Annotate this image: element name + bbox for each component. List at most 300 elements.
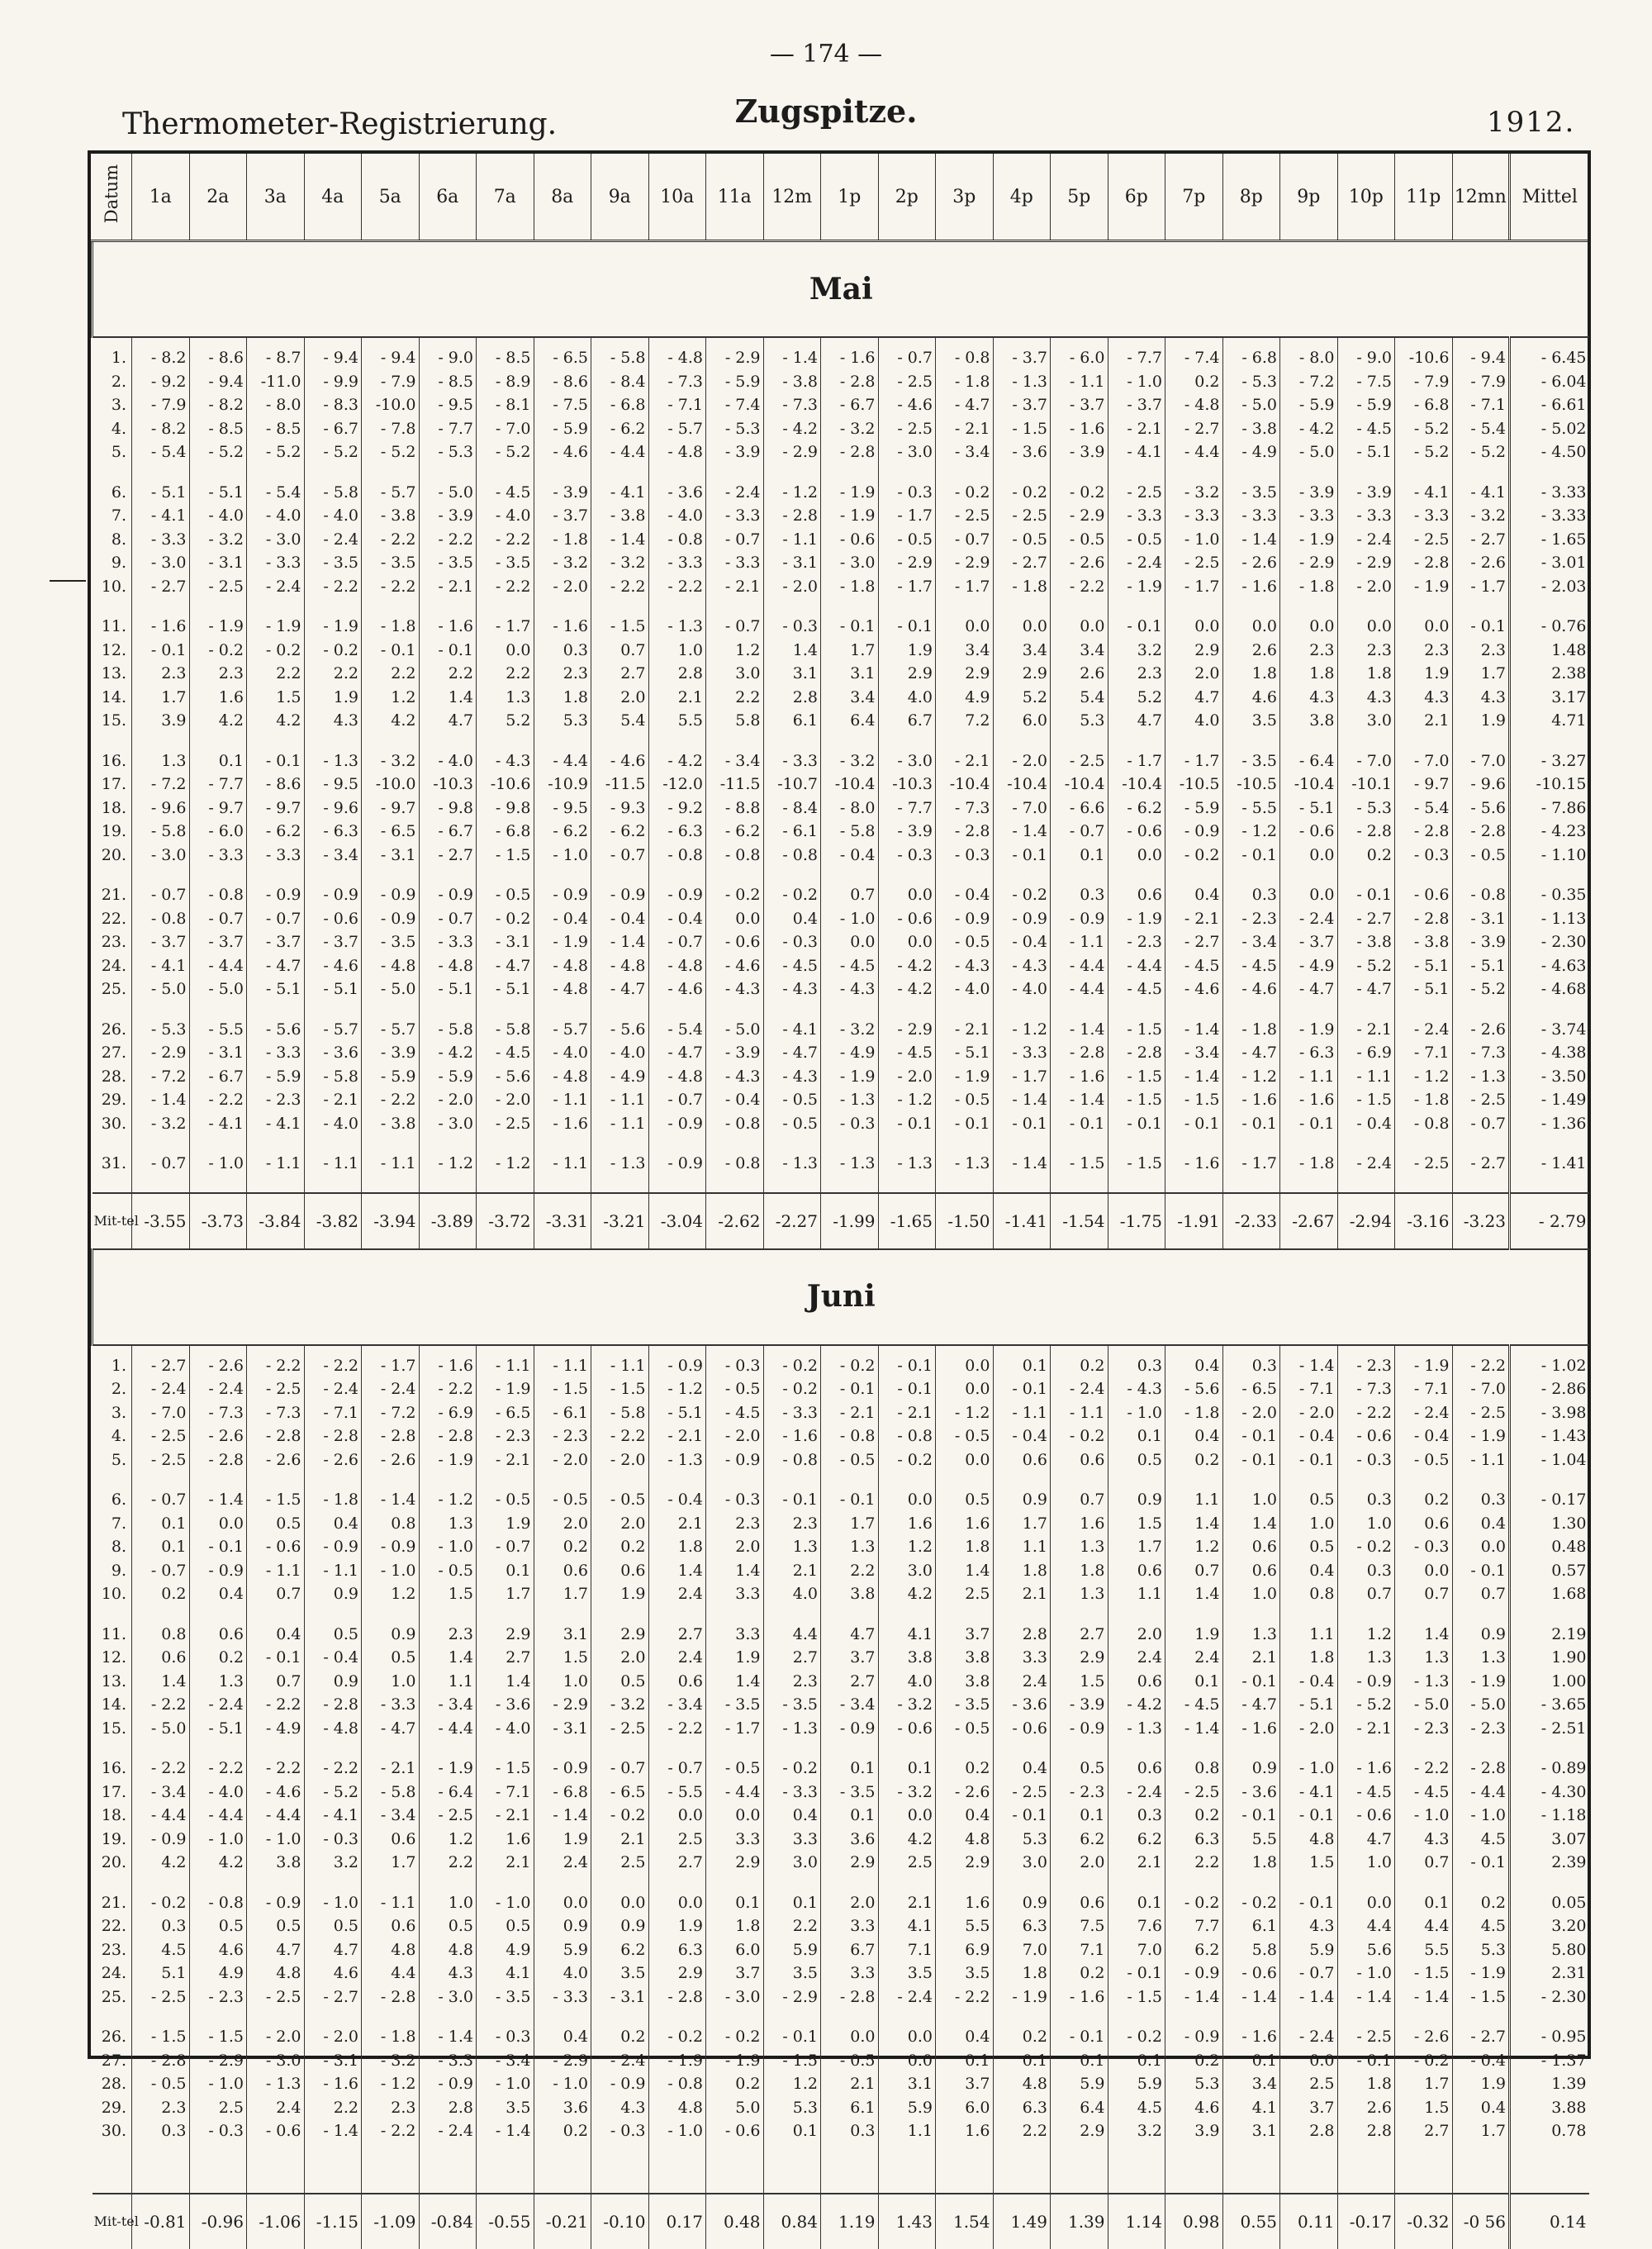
hourly-value-cell: 5.2 [993, 686, 1051, 710]
hourly-value-cell: - 3.5 [706, 1693, 764, 1717]
daily-mean-cell: - 5.02 [1510, 417, 1589, 441]
hourly-value-cell: 2.9 [591, 1623, 649, 1647]
hourly-value-cell: - 5.4 [648, 1018, 706, 1042]
hourly-value-cell: - 3.4 [936, 440, 994, 464]
hourly-value-cell: 6.2 [1165, 1938, 1223, 1962]
hourly-value-cell: 2.0 [591, 1512, 649, 1536]
daily-mean-cell: 2.38 [1510, 662, 1589, 686]
hourly-value-cell: 3.4 [1051, 639, 1108, 663]
daily-mean-cell: -10.15 [1510, 773, 1589, 796]
hourly-value-cell: - 2.5 [132, 1985, 190, 2009]
hourly-value-cell: - 2.1 [1165, 907, 1223, 931]
hourly-value-cell: - 1.2 [648, 1377, 706, 1401]
hourly-value-cell: 1.8 [648, 1535, 706, 1559]
hourly-value-cell: - 3.4 [419, 1693, 477, 1717]
hourly-value-cell: - 3.9 [1452, 930, 1510, 954]
hourly-value-cell: 0.0 [1395, 615, 1453, 639]
hourly-value-cell: 1.2 [1165, 1535, 1223, 1559]
day-label: 22. [101, 909, 126, 928]
hourly-value-cell: 0.2 [534, 2119, 591, 2143]
hourly-value-cell: - 2.3 [247, 1088, 305, 1112]
hourly-value-cell: - 5.0 [189, 977, 247, 1001]
hourly-value-cell: 4.3 [591, 2096, 649, 2120]
hourly-value-cell: - 4.6 [247, 1781, 305, 1804]
hourly-value-cell: 1.3 [763, 1535, 821, 1559]
hourly-value-cell: 7.0 [1108, 1938, 1165, 1962]
hourly-value-cell: - 2.8 [821, 1985, 879, 2009]
hourly-value-cell: - 3.6 [648, 481, 706, 505]
hourly-value-cell: - 1.7 [878, 575, 936, 599]
hourly-value-cell: - 0.2 [1051, 1424, 1108, 1448]
mittel-value-cell: -3.84 [247, 1193, 305, 1249]
hourly-value-cell: - 7.1 [304, 1401, 362, 1425]
hourly-value-cell: 0.6 [993, 1448, 1051, 1472]
hourly-value-cell: - 7.0 [1452, 749, 1510, 773]
hourly-value-cell: - 0.2 [1222, 1891, 1280, 1915]
hourly-value-cell: - 6.3 [1280, 1041, 1338, 1065]
hourly-value-cell: - 0.4 [1280, 1670, 1338, 1694]
hourly-value-cell: 2.1 [648, 1512, 706, 1536]
hourly-value-cell: - 3.7 [1051, 393, 1108, 417]
hourly-value-cell: 3.6 [821, 1828, 879, 1852]
hourly-value-cell: 0.5 [247, 1914, 305, 1938]
hourly-value-cell: - 0.2 [1051, 481, 1108, 505]
hourly-value-cell: - 2.5 [189, 575, 247, 599]
hourly-value-cell: - 1.4 [1051, 1088, 1108, 1112]
hourly-value-cell: 1.2 [362, 686, 420, 710]
hourly-value-cell: - 4.5 [1165, 1693, 1223, 1717]
hourly-value-cell: - 8.1 [477, 393, 534, 417]
hourly-value-cell: 0.6 [1051, 1891, 1108, 1915]
hourly-value-cell: - 8.4 [591, 370, 649, 394]
row-spacer [93, 2160, 1589, 2176]
hourly-value-cell: - 0.1 [1337, 2049, 1395, 2073]
hourly-value-cell: - 1.9 [1108, 907, 1165, 931]
hourly-value-cell: - 1.7 [362, 1354, 420, 1378]
hourly-value-cell: - 9.0 [419, 346, 477, 370]
hourly-value-cell: - 6.1 [534, 1401, 591, 1425]
hourly-value-cell: - 2.1 [821, 1401, 879, 1425]
hourly-value-cell: - 8.5 [477, 346, 534, 370]
table-row [93, 2096, 1589, 2120]
hourly-value-cell: 1.1 [1108, 1582, 1165, 1606]
hourly-value-cell: - 3.1 [763, 551, 821, 575]
hourly-value-cell: - 5.6 [1452, 796, 1510, 820]
hourly-value-cell: 0.1 [1395, 1891, 1453, 1915]
hourly-value-cell: 4.8 [993, 2072, 1051, 2096]
hourly-value-cell: 3.4 [936, 639, 994, 663]
hourly-value-cell: - 4.8 [648, 954, 706, 978]
day-label: 1. [111, 1356, 126, 1375]
hourly-value-cell: 2.3 [1395, 639, 1453, 663]
hourly-value-cell: - 0.2 [1165, 1891, 1223, 1915]
hourly-value-cell: 6.1 [1222, 1914, 1280, 1938]
hourly-value-cell: - 3.2 [878, 1781, 936, 1804]
hourly-value-cell: 6.0 [706, 1938, 764, 1962]
hourly-value-cell: 6.4 [1051, 2096, 1108, 2120]
hourly-value-cell: 3.3 [763, 1828, 821, 1852]
hourly-value-cell: - 3.0 [878, 749, 936, 773]
daily-mean-cell: 0.05 [1510, 1891, 1589, 1915]
hourly-value-cell: - 1.1 [247, 1559, 305, 1583]
hourly-value-cell: - 0.2 [591, 1804, 649, 1828]
hourly-value-cell: - 0.9 [1165, 2025, 1223, 2049]
hourly-value-cell: - 0.4 [1337, 1112, 1395, 1136]
hourly-value-cell: - 1.0 [189, 2072, 247, 2096]
daily-mean-cell: - 6.04 [1510, 370, 1589, 394]
hourly-value-cell: - 2.8 [362, 1424, 420, 1448]
day-label: 24. [101, 1964, 126, 1982]
hourly-value-cell: 1.3 [1051, 1582, 1108, 1606]
hourly-value-cell: - 9.0 [1337, 346, 1395, 370]
hourly-value-cell: - 7.1 [1452, 393, 1510, 417]
table-row [93, 440, 1589, 464]
hourly-value-cell: - 4.2 [763, 417, 821, 441]
hourly-value-cell: - 0.9 [247, 1891, 305, 1915]
mittel-value-cell: -0.96 [189, 2194, 247, 2249]
mittel-value-cell: -2.94 [1337, 1193, 1395, 1249]
hourly-value-cell: - 7.9 [362, 370, 420, 394]
hourly-value-cell: 6.9 [936, 1938, 994, 1962]
hourly-value-cell: - 1.3 [591, 1152, 649, 1176]
daily-mean-cell: 3.88 [1510, 2096, 1589, 2120]
hourly-value-cell: 4.4 [1395, 1914, 1453, 1938]
hourly-value-cell: - 5.2 [1395, 417, 1453, 441]
hourly-value-cell: - 3.2 [878, 1693, 936, 1717]
column-header-1p: 1p [821, 154, 879, 241]
hourly-value-cell: 0.4 [1165, 1354, 1223, 1378]
day-label: 27. [101, 1044, 126, 1062]
hourly-value-cell: 0.5 [477, 1914, 534, 1938]
hourly-value-cell: - 3.5 [763, 1693, 821, 1717]
hourly-value-cell: - 2.6 [304, 1448, 362, 1472]
hourly-value-cell: - 1.8 [362, 615, 420, 639]
hourly-value-cell: 0.9 [1222, 1757, 1280, 1781]
daily-mean-cell: - 1.43 [1510, 1424, 1589, 1448]
hourly-value-cell: 7.6 [1108, 1914, 1165, 1938]
mittel-value-cell: -1.50 [936, 1193, 994, 1249]
hourly-value-cell: 7.2 [936, 709, 994, 733]
hourly-value-cell: - 4.7 [477, 954, 534, 978]
hourly-value-cell: - 4.8 [1165, 393, 1223, 417]
mittel-value-cell: -0.17 [1337, 2194, 1395, 2249]
hourly-value-cell: 0.0 [189, 1512, 247, 1536]
hourly-value-cell: - 1.3 [648, 1448, 706, 1472]
hourly-value-cell: - 5.6 [247, 1018, 305, 1042]
hourly-value-cell: 1.4 [1165, 1582, 1223, 1606]
hourly-value-cell: - 7.7 [1108, 346, 1165, 370]
hourly-value-cell: - 0.1 [1222, 1670, 1280, 1694]
hourly-value-cell: 2.0 [534, 1512, 591, 1536]
day-label: 3. [111, 396, 126, 414]
column-header-6p: 6p [1108, 154, 1165, 241]
hourly-value-cell: - 0.7 [706, 615, 764, 639]
hourly-value-cell: - 0.4 [648, 1488, 706, 1512]
mittel-value-cell: 1.54 [936, 2194, 994, 2249]
day-label: 11. [101, 1624, 126, 1643]
mittel-value-cell: -1.15 [304, 2194, 362, 2249]
hourly-value-cell: - 4.0 [304, 504, 362, 528]
hourly-value-cell: - 5.4 [1452, 417, 1510, 441]
hourly-value-cell: 1.8 [1337, 2072, 1395, 2096]
hourly-value-cell: - 5.5 [189, 1018, 247, 1042]
hourly-value-cell: - 4.6 [591, 749, 649, 773]
hourly-value-cell: - 5.1 [648, 1401, 706, 1425]
hourly-value-cell: 1.8 [1222, 662, 1280, 686]
daily-mean-cell: 3.17 [1510, 686, 1589, 710]
hourly-value-cell: - 4.1 [1452, 481, 1510, 505]
hourly-value-cell: - 4.4 [534, 749, 591, 773]
mittel-value-cell: 1.43 [878, 2194, 936, 2249]
mittel-value-cell: 0.11 [1280, 2194, 1338, 2249]
hourly-value-cell: 5.8 [706, 709, 764, 733]
hourly-value-cell: 4.9 [189, 1961, 247, 1985]
hourly-value-cell: - 2.8 [419, 1424, 477, 1448]
hourly-value-cell: - 1.5 [1051, 1152, 1108, 1176]
hourly-value-cell: 1.6 [477, 1828, 534, 1852]
hourly-value-cell: - 2.1 [1337, 1717, 1395, 1741]
hourly-value-cell: - 3.3 [706, 551, 764, 575]
hourly-value-cell: -11.5 [591, 773, 649, 796]
hourly-value-cell: - 7.5 [534, 393, 591, 417]
hourly-value-cell: - 4.5 [1108, 977, 1165, 1001]
hourly-value-cell: - 0.4 [1452, 2049, 1510, 2073]
hourly-value-cell: - 0.9 [1051, 907, 1108, 931]
hourly-value-cell: - 5.1 [419, 977, 477, 1001]
hourly-value-cell: - 6.6 [1051, 796, 1108, 820]
hourly-value-cell: 0.5 [1051, 1757, 1108, 1781]
hourly-value-cell: 5.3 [763, 2096, 821, 2120]
hourly-value-cell: - 0.5 [936, 1088, 994, 1112]
hourly-value-cell: - 3.2 [821, 749, 879, 773]
hourly-value-cell: 2.2 [419, 662, 477, 686]
hourly-value-cell: 1.4 [419, 686, 477, 710]
hourly-value-cell: 0.0 [477, 639, 534, 663]
table-row [93, 1670, 1589, 1694]
hourly-value-cell: - 0.5 [936, 1424, 994, 1448]
hourly-value-cell: - 4.0 [189, 1781, 247, 1804]
hourly-value-cell: 3.7 [936, 2072, 994, 2096]
hourly-value-cell: 2.6 [1222, 639, 1280, 663]
daily-mean-cell: 1.30 [1510, 1512, 1589, 1536]
hourly-value-cell: - 4.3 [706, 977, 764, 1001]
daily-mean-cell: 0.48 [1510, 1535, 1589, 1559]
hourly-value-cell: - 0.1 [878, 1354, 936, 1378]
hourly-value-cell: - 0.5 [821, 1448, 879, 1472]
hourly-value-cell: - 7.2 [1280, 370, 1338, 394]
hourly-value-cell: 0.2 [534, 1535, 591, 1559]
hourly-value-cell: - 2.5 [1395, 528, 1453, 552]
hourly-value-cell: - 2.0 [247, 2025, 305, 2049]
hourly-value-cell: - 0.8 [189, 883, 247, 907]
hourly-value-cell: 1.9 [1452, 2072, 1510, 2096]
hourly-value-cell: 5.8 [1222, 1938, 1280, 1962]
hourly-value-cell: - 2.2 [362, 575, 420, 599]
hourly-value-cell: - 1.5 [1395, 1961, 1453, 1985]
hourly-value-cell: - 2.5 [1051, 749, 1108, 773]
mittel-value-cell: -1.65 [878, 1193, 936, 1249]
hourly-value-cell: - 7.0 [477, 417, 534, 441]
daily-mean-cell: - 1.37 [1510, 2049, 1589, 2073]
hourly-value-cell: - 0.8 [648, 2072, 706, 2096]
hourly-value-cell: - 0.2 [1165, 844, 1223, 868]
hourly-value-cell: 0.6 [1222, 1535, 1280, 1559]
hourly-value-cell: - 5.2 [1452, 977, 1510, 1001]
table-row [93, 575, 1589, 599]
hourly-value-cell: 1.4 [477, 1670, 534, 1694]
hourly-value-cell: - 4.0 [648, 504, 706, 528]
hourly-value-cell: - 7.0 [1337, 749, 1395, 773]
hourly-value-cell: - 0.9 [706, 1448, 764, 1472]
hourly-value-cell: - 0.4 [993, 930, 1051, 954]
hourly-value-cell: 0.7 [247, 1670, 305, 1694]
hourly-value-cell: - 5.1 [189, 481, 247, 505]
hourly-value-cell: 0.6 [648, 1670, 706, 1694]
hourly-value-cell: - 5.9 [1280, 393, 1338, 417]
hourly-value-cell: 0.1 [878, 1757, 936, 1781]
day-label: 28. [101, 2075, 126, 2093]
hourly-value-cell: - 1.2 [477, 1152, 534, 1176]
hourly-value-cell: - 2.4 [1395, 1401, 1453, 1425]
hourly-value-cell: - 1.0 [362, 1559, 420, 1583]
hourly-value-cell: - 5.8 [362, 1781, 420, 1804]
hourly-value-cell: - 4.8 [534, 954, 591, 978]
hourly-value-cell: 0.9 [1452, 1623, 1510, 1647]
daily-mean-cell: 1.68 [1510, 1582, 1589, 1606]
hourly-value-cell: - 2.8 [936, 820, 994, 844]
hourly-value-cell: - 0.7 [132, 1152, 190, 1176]
hourly-value-cell: - 3.8 [362, 504, 420, 528]
hourly-value-cell: - 9.4 [189, 370, 247, 394]
hourly-value-cell: - 1.9 [419, 1448, 477, 1472]
day-label: 18. [101, 798, 126, 817]
hourly-value-cell: 5.5 [936, 1914, 994, 1938]
table-row [93, 1717, 1589, 1741]
hourly-value-cell: - 1.5 [1108, 1065, 1165, 1089]
hourly-value-cell: 0.4 [1452, 1512, 1510, 1536]
mittel-value-cell: -3.82 [304, 1193, 362, 1249]
hourly-value-cell: - 1.8 [362, 2025, 420, 2049]
hourly-value-cell: - 5.6 [1165, 1377, 1223, 1401]
hourly-value-cell: - 2.0 [1337, 575, 1395, 599]
hourly-value-cell: - 1.5 [1108, 1088, 1165, 1112]
hourly-value-cell: - 6.2 [1108, 796, 1165, 820]
hourly-value-cell: - 0.6 [993, 1717, 1051, 1741]
hourly-value-cell: - 7.1 [648, 393, 706, 417]
day-label: 7. [111, 1514, 126, 1533]
hourly-value-cell: - 1.7 [1108, 749, 1165, 773]
hourly-value-cell: - 3.5 [419, 551, 477, 575]
hourly-value-cell: 0.6 [362, 1828, 420, 1852]
hourly-value-cell: - 1.1 [247, 1152, 305, 1176]
hourly-value-cell: 0.0 [1452, 1535, 1510, 1559]
hourly-value-cell: 3.1 [878, 2072, 936, 2096]
hourly-value-cell: - 2.2 [362, 1088, 420, 1112]
daily-mean-cell: 0.78 [1510, 2119, 1589, 2143]
hourly-value-cell: - 0.7 [477, 1535, 534, 1559]
hourly-value-cell: - 0.5 [1395, 1448, 1453, 1472]
mittel-value-cell: -2.27 [763, 1193, 821, 1249]
hourly-value-cell: - 0.1 [821, 1377, 879, 1401]
hourly-value-cell: 0.0 [1280, 883, 1338, 907]
hourly-value-cell: - 0.5 [132, 2072, 190, 2096]
hourly-value-cell: - 2.1 [936, 1018, 994, 1042]
hourly-value-cell: - 1.0 [477, 2072, 534, 2096]
hourly-value-cell: - 0.1 [1051, 1112, 1108, 1136]
hourly-value-cell: - 1.1 [591, 1112, 649, 1136]
hourly-value-cell: - 3.0 [821, 551, 879, 575]
hourly-value-cell: - 4.8 [648, 346, 706, 370]
row-spacer [93, 1001, 1589, 1018]
row-spacer [93, 1176, 1589, 1193]
mittel-label: Mit-tel [93, 2194, 132, 2249]
hourly-value-cell: - 5.1 [132, 481, 190, 505]
hourly-value-cell: 2.4 [648, 1646, 706, 1670]
hourly-value-cell: 0.3 [1222, 1354, 1280, 1378]
hourly-value-cell: - 1.9 [1395, 575, 1453, 599]
table-row [93, 686, 1589, 710]
table-row [93, 639, 1589, 663]
mittel-value-cell: - 2.79 [1510, 1193, 1589, 1249]
hourly-value-cell: - 3.7 [189, 930, 247, 954]
hourly-value-cell: - 0.1 [1165, 1112, 1223, 1136]
hourly-value-cell: 2.5 [648, 1828, 706, 1852]
hourly-value-cell: - 1.1 [1337, 1065, 1395, 1089]
hourly-value-cell: - 0.2 [763, 883, 821, 907]
hourly-value-cell: - 0.4 [821, 844, 879, 868]
hourly-value-cell: 0.3 [821, 2119, 879, 2143]
hourly-value-cell: - 5.2 [304, 440, 362, 464]
hourly-value-cell: - 0.3 [1337, 1448, 1395, 1472]
hourly-value-cell: - 2.2 [936, 1985, 994, 2009]
hourly-value-cell: - 2.1 [706, 575, 764, 599]
hourly-value-cell: 4.1 [878, 1914, 936, 1938]
hourly-value-cell: - 8.5 [419, 370, 477, 394]
hourly-value-cell: - 2.8 [821, 440, 879, 464]
hourly-value-cell: - 7.2 [132, 1065, 190, 1089]
hourly-value-cell: - 1.0 [1165, 528, 1223, 552]
hourly-value-cell: 2.2 [362, 662, 420, 686]
hourly-value-cell: - 1.1 [993, 1401, 1051, 1425]
hourly-value-cell: - 1.5 [993, 417, 1051, 441]
hourly-value-cell: - 4.2 [419, 1041, 477, 1065]
hourly-value-cell: - 1.1 [591, 1088, 649, 1112]
table-row [93, 504, 1589, 528]
hourly-value-cell: - 2.2 [419, 528, 477, 552]
hourly-value-cell: - 1.1 [362, 1891, 420, 1915]
hourly-value-cell: - 1.4 [189, 1488, 247, 1512]
mittel-value-cell: -1.54 [1051, 1193, 1108, 1249]
hourly-value-cell: - 5.1 [1395, 954, 1453, 978]
hourly-value-cell: - 0.6 [247, 1535, 305, 1559]
hourly-value-cell: - 1.9 [1280, 1018, 1338, 1042]
hourly-value-cell: - 0.1 [1280, 1804, 1338, 1828]
hourly-value-cell: - 4.7 [1280, 977, 1338, 1001]
hourly-value-cell: 1.6 [936, 1891, 994, 1915]
hourly-value-cell: 0.0 [1337, 615, 1395, 639]
hourly-value-cell: 5.3 [1165, 2072, 1223, 2096]
hourly-value-cell: - 4.1 [591, 481, 649, 505]
hourly-value-cell: 2.4 [247, 2096, 305, 2120]
hourly-value-cell: - 1.9 [477, 1377, 534, 1401]
hourly-value-cell: - 0.2 [132, 1891, 190, 1915]
hourly-value-cell: - 1.3 [648, 615, 706, 639]
hourly-value-cell: - 1.3 [304, 749, 362, 773]
hourly-value-cell: - 1.6 [419, 615, 477, 639]
hourly-value-cell: 1.7 [1108, 1535, 1165, 1559]
hourly-value-cell: - 1.9 [936, 1065, 994, 1089]
daily-mean-cell: 1.39 [1510, 2072, 1589, 2096]
